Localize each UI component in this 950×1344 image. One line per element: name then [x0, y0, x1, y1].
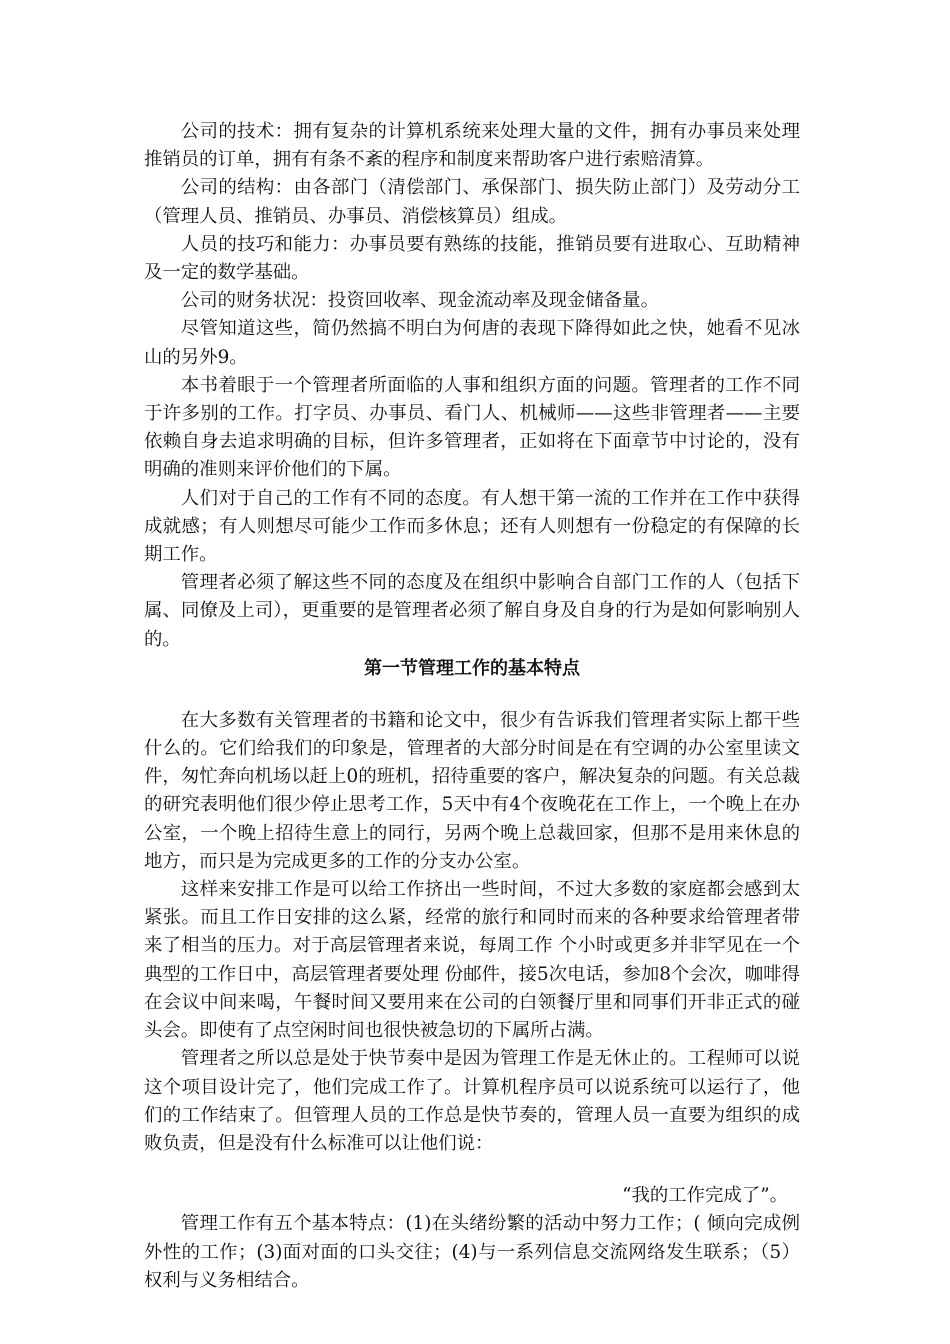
- paragraph-work-attitudes: 人们对于自己的工作有不同的态度。有人想干第一流的工作并在工作中获得成就感；有人则想尽可能少工作而多休息；还有人则想有一份稳定的有保障的长期工作。: [144, 487, 800, 566]
- paragraph-iceberg: 尽管知道这些，简仍然搞不明白为何唐的表现下降得如此之快，她看不见冰山的另外9。: [144, 318, 800, 368]
- paragraph-manager-understanding: 管理者必须了解这些不同的态度及在组织中影响合自部门工作的人（包括下属、同僚及上司），更重要的是管理者必须了解自身及自身的行为是如何影响别人的。: [144, 572, 800, 650]
- paragraph-financial-status: 公司的财务状况：投资回收率、现金流动率及现金储备量。: [180, 290, 659, 312]
- paragraph-book-focus: 本书着眼于一个管理者所面临的人事和组织方面的问题。管理者的工作不同于许多别的工作。打字员、办事员、看门人、机械师——这些非管理者——主要依赖自身去追求明确的目标，但许多管理者，正如将在下面章节中讨论的，没有明确的准则来评价他们的下属。: [144, 374, 800, 481]
- paragraph-manager-activities: 在大多数有关管理者的书籍和论文中，很少有告诉我们管理者实际上都干些什么的。它们给我们的印象是，管理者的大部分时间是在有空调的办公室里读文件，匆忙奔向机场以赶上0的班机，招待重要的客户，解决复杂的问题。有关总裁的研究表明他们很少停止思考工作，5天中有4个夜晚花在工作上，一个晚上在办公室，一个晚上招待生意上的同行，另两个晚上总裁回家，但那不是用来休息的地方，而只是为完成更多的工作的分支办公室。: [144, 709, 800, 872]
- paragraph-endless-work: 管理者之所以总是处于快节奏中是因为管理工作是无休止的。工程师可以说这个项目设计完了，他们完成工作了。计算机程序员可以说系统可以运行了，他们的工作结束了。但管理人员的工作总是快节奏的，管理人员一直要为组织的成败负责，但是没有什么标准可以让他们说：: [144, 1048, 800, 1154]
- paragraph-company-structure: 公司的结构：由各部门（清偿部门、承保部门、损失防止部门）及劳动分工（管理人员、推销员、办事员、消偿核算员）组成。: [144, 177, 800, 227]
- paragraph-personnel-skills: 人员的技巧和能力：办事员要有熟练的技能，推销员要有进取心、互助精神及一定的数学基础。: [144, 233, 800, 284]
- paragraph-five-characteristics: 管理工作有五个基本特点：(1)在头绪纷繁的活动中努力工作；( 倾向完成例外性的工作；(3)面对面的口头交往；(4)与一系列信息交流网络发生联系；（5）权利与义务相结合。: [144, 1213, 800, 1291]
- paragraph-schedule-pressure: 这样来安排工作是可以给工作挤出一些时间，不过大多数的家庭都会感到太紧张。而且工作日安排的这么紧，经常的旅行和同时而来的各种要求给管理者带来了相当的压力。对于高层管理者来说，每周工作 个小时或更多并非罕见在一个典型的工作日中，高层管理者要处理 份邮件，接5次电话，参加8个会次，咖啡得在会议中间来喝，午餐时间又要用来在公司的白领餐厅里和同事们开非正式的碰头会。即使有了点空闲时间也很快被急切的下属所占满。: [144, 879, 800, 1042]
- paragraph-company-technology: 公司的技术：拥有复杂的计算机系统来处理大量的文件，拥有办事员来处理推销员的订单，拥有有条不紊的程序和制度来帮助客户进行索赔清算。: [144, 121, 800, 171]
- document-page: [144, 118, 800, 1295]
- quote-line: “我的工作完成了”。: [622, 1185, 788, 1207]
- section-heading: 第一节管理工作的基本特点: [364, 657, 580, 679]
